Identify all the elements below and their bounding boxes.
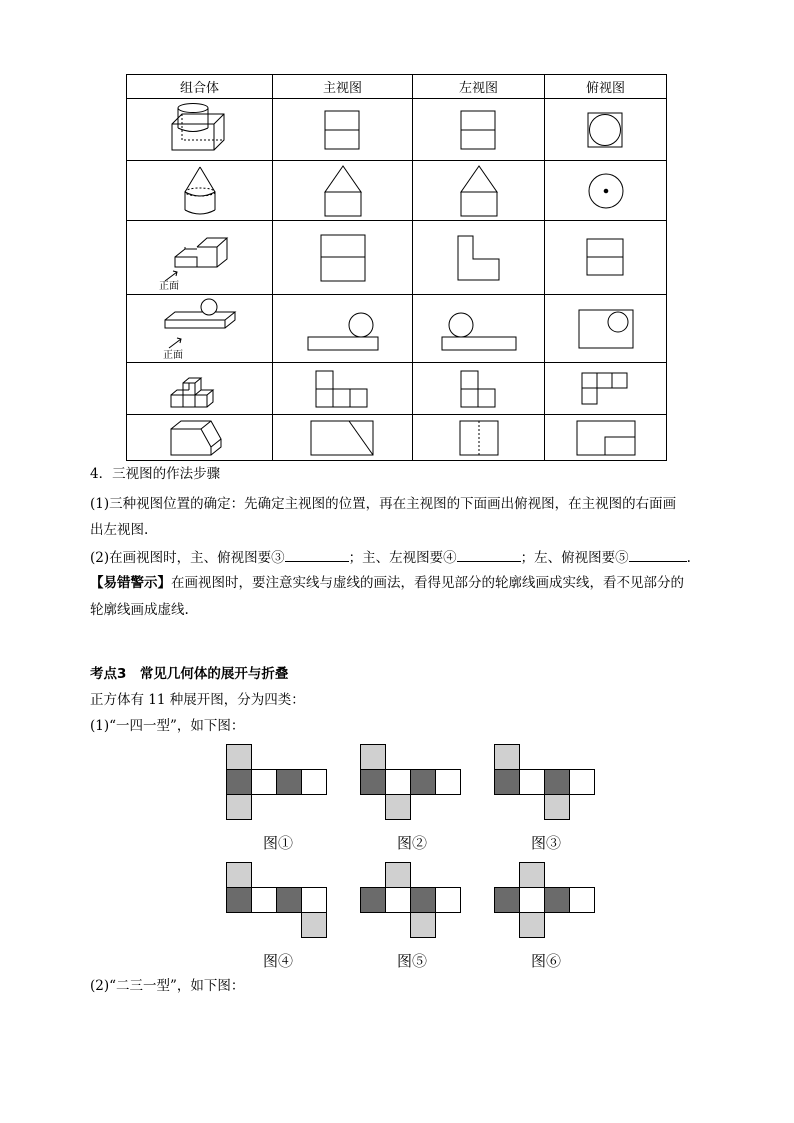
solid-sphere-on-slab	[127, 295, 273, 363]
solid-stacked-cubes	[127, 363, 273, 415]
top-view-4	[545, 295, 667, 363]
left-view-3	[413, 221, 545, 295]
section4-p1-line2: 出左视图.	[90, 522, 149, 538]
warning-text1: 在画视图时，要注意实线与虚线的画法，看得见部分的轮廓线画成实线，看不见部分的	[171, 575, 684, 591]
front-view-2	[273, 161, 413, 221]
kaodian3-intro: 正方体有 11 种展开图，分为四类：	[90, 692, 305, 708]
header-combined: 组合体	[127, 75, 273, 99]
solid-stair-block	[127, 221, 273, 295]
front-direction-label: 正面	[162, 349, 183, 360]
left-view-4	[413, 295, 545, 363]
section4-p2-b: ；主、左视图要	[348, 550, 444, 566]
front-view-3	[273, 221, 413, 295]
warning-tag: 【易错警示】	[90, 575, 171, 591]
section4-p2-end: .	[686, 550, 691, 566]
top-view-3	[545, 221, 667, 295]
kaodian3-heading: 考点3 常见几何体的展开与折叠	[90, 666, 289, 682]
top-view-1	[545, 99, 667, 161]
left-view-5	[413, 363, 545, 415]
cube-net-5	[360, 862, 464, 940]
cube-net-2	[360, 744, 464, 822]
cube-net-6	[494, 862, 598, 940]
fill-blank-3[interactable]	[285, 547, 349, 562]
mark-5: ⑤	[615, 550, 629, 566]
top-view-6	[545, 415, 667, 461]
warning-line1	[90, 573, 684, 593]
warning-line2: 轮廓线画成虚线.	[90, 602, 189, 618]
caption-fig-4: 图④	[262, 952, 293, 970]
front-direction-label: 正面	[158, 280, 179, 291]
section4-p2-a: (2)在画视图时，主、俯视图要	[90, 550, 272, 566]
caption-fig-5: 图⑤	[396, 952, 427, 970]
type2-label: (2)“二三一型”，如下图：	[90, 978, 245, 994]
solid-cone-on-cylinder	[127, 161, 273, 221]
left-view-6	[413, 415, 545, 461]
caption-fig-2: 图②	[396, 834, 427, 852]
three-views-table	[126, 74, 667, 461]
solid-cut-block	[127, 415, 273, 461]
cube-net-4	[226, 862, 330, 940]
type1-label: (1)“一四一型”，如下图：	[90, 718, 245, 734]
cube-net-1	[226, 744, 330, 822]
cube-net-3	[494, 744, 598, 822]
left-view-1	[413, 99, 545, 161]
left-view-2	[413, 161, 545, 221]
section4-p2-c: ；左、俯视图要	[520, 550, 616, 566]
header-top-view: 俯视图	[545, 75, 667, 99]
front-view-4	[273, 295, 413, 363]
fill-blank-4[interactable]	[457, 547, 521, 562]
solid-cylinder-on-cube	[127, 99, 273, 161]
section4-p1-line1: (1)三种视图位置的确定：先确定主视图的位置，再在主视图的下面画出俯视图，在主视图的右面画	[90, 496, 677, 512]
header-left-view: 左视图	[413, 75, 545, 99]
mark-3: ③	[271, 550, 285, 566]
caption-fig-6: 图⑥	[530, 952, 561, 970]
section4-title: 4．三视图的作法步骤	[90, 466, 221, 482]
front-view-5	[273, 363, 413, 415]
caption-fig-1: 图①	[262, 834, 293, 852]
caption-fig-3: 图③	[530, 834, 561, 852]
front-view-6	[273, 415, 413, 461]
front-view-1	[273, 99, 413, 161]
fill-blank-5[interactable]	[629, 547, 687, 562]
section4-p2	[90, 547, 691, 568]
top-view-5	[545, 363, 667, 415]
mark-4: ④	[443, 550, 457, 566]
header-front-view: 主视图	[273, 75, 413, 99]
top-view-2	[545, 161, 667, 221]
